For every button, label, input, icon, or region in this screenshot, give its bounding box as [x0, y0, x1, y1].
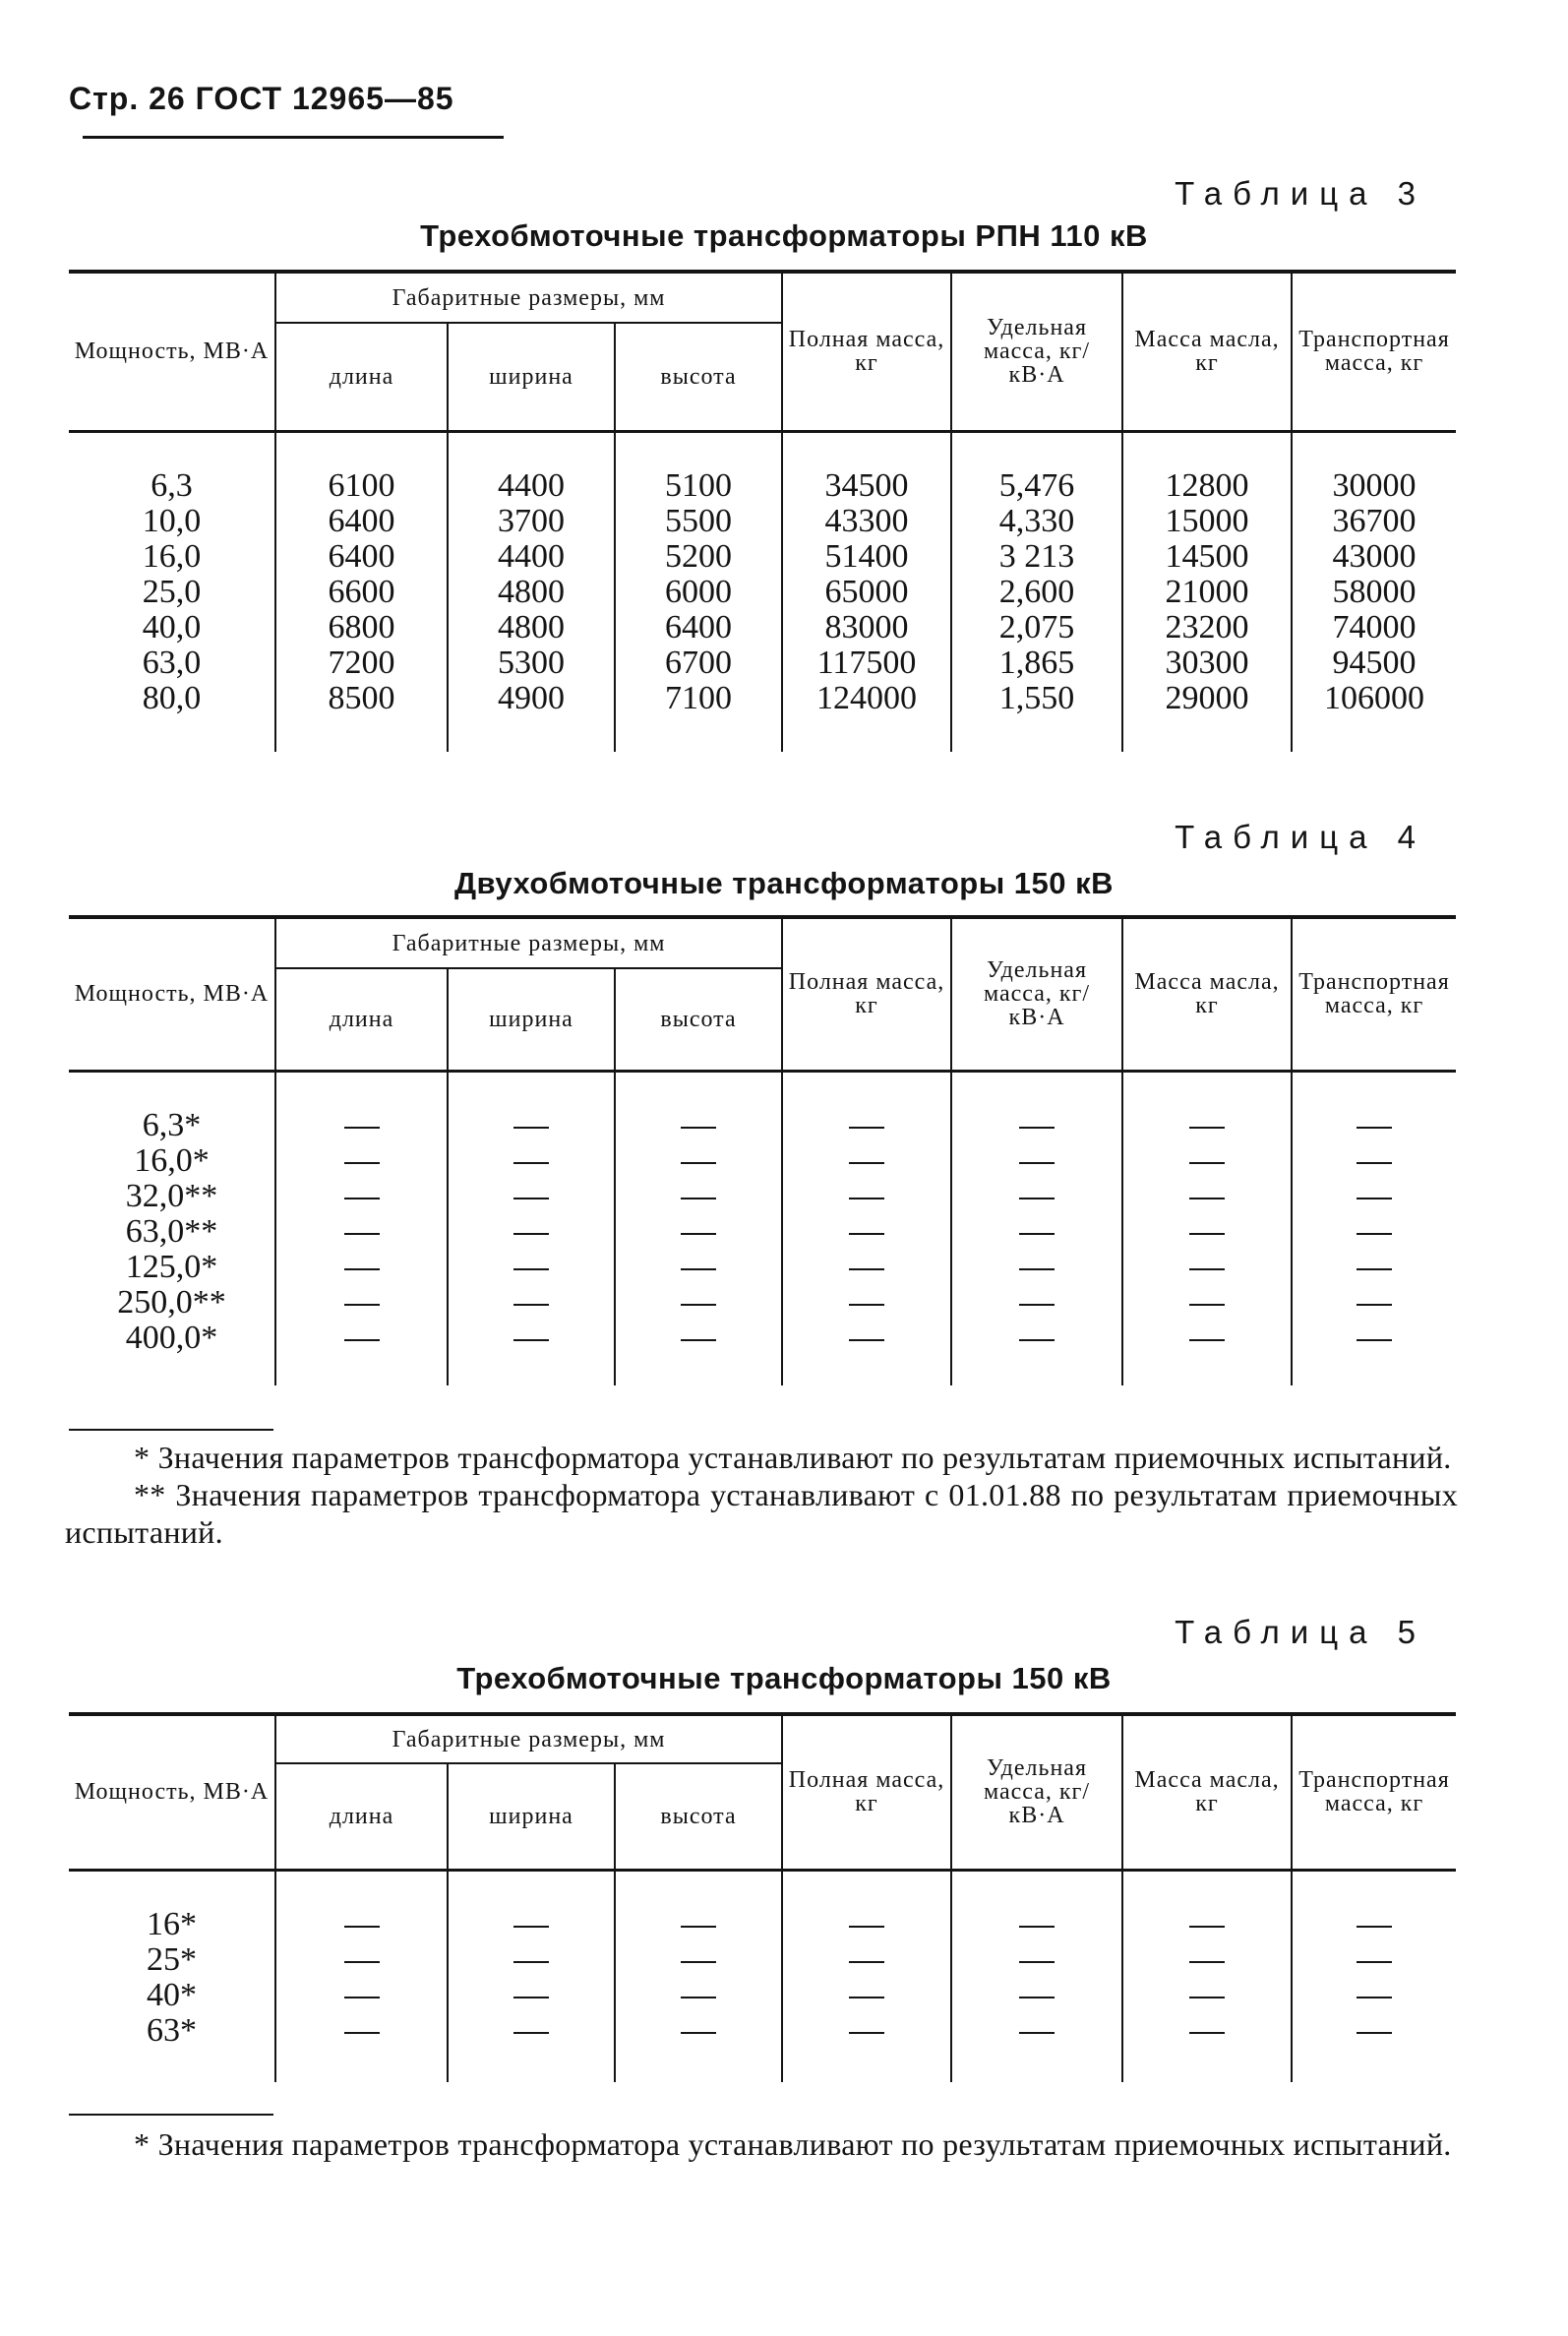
dash-cell	[449, 1250, 614, 1285]
dash-cell	[1293, 1250, 1456, 1285]
table-cell: 16,0	[142, 537, 202, 575]
dash-cell	[1293, 1179, 1456, 1214]
table-cell: 6,3*	[142, 1106, 202, 1143]
table-cell: 6700	[665, 644, 733, 681]
col-length-header: длина	[275, 968, 448, 1071]
dash-cell	[276, 1214, 447, 1250]
dash-cell	[952, 1321, 1121, 1356]
table-cell: 43000	[1332, 537, 1417, 575]
table-cell: 34500	[824, 466, 909, 504]
dash-cell	[616, 1942, 781, 1978]
dash-cell	[616, 1321, 781, 1356]
dash-cell	[276, 1143, 447, 1179]
table-cell: 63,0**	[125, 1212, 218, 1250]
table-cell: 7100	[665, 679, 733, 716]
dash-cell	[783, 1250, 950, 1285]
dash-cell	[1123, 1285, 1291, 1321]
col-transport-mass-header: Транспортная масса, кг	[1292, 1714, 1456, 1870]
table-cell: 16,0*	[134, 1141, 210, 1179]
table-cell: 63,0	[142, 644, 202, 681]
height-column	[615, 1071, 782, 1385]
dash-cell	[783, 1907, 950, 1942]
col-total-mass-header: Полная масса, кг	[782, 917, 951, 1071]
table-cell: 5,476	[998, 466, 1075, 504]
page-header: Стр. 26 ГОСТ 12965—85	[69, 81, 454, 116]
col-length-header: длина	[275, 1763, 448, 1870]
dash-cell	[952, 1108, 1121, 1143]
table-cell: 4,330	[998, 502, 1075, 539]
table-cell: 6400	[328, 537, 395, 575]
dash-cell	[1123, 1907, 1291, 1942]
dash-cell	[616, 1285, 781, 1321]
dash-cell	[1123, 2013, 1291, 2049]
dash-cell	[783, 1942, 950, 1978]
table-cell: 63*	[147, 2011, 197, 2049]
dash-cell	[1123, 1143, 1291, 1179]
dash-cell	[783, 1143, 950, 1179]
dash-cell	[276, 1978, 447, 2013]
specific-mass-column	[951, 1870, 1122, 2082]
table-cell: 2,600	[998, 573, 1075, 610]
length-column	[275, 431, 448, 752]
table-cell: 106000	[1324, 679, 1425, 716]
dash-cell	[616, 1907, 781, 1942]
height-column	[615, 1870, 782, 2082]
dash-cell	[952, 1942, 1121, 1978]
table-cell: 6400	[665, 608, 733, 645]
dash-cell	[1293, 1214, 1456, 1250]
dash-cell	[449, 1214, 614, 1250]
col-total-mass-header: Полная масса, кг	[782, 1714, 951, 1870]
table-cell: 40,0	[142, 608, 202, 645]
col-power-header: Мощность, МВ·А	[69, 272, 275, 431]
table-cell: 5100	[665, 466, 733, 504]
table-cell: 1,865	[998, 644, 1075, 681]
transport-mass-column	[1292, 1870, 1456, 2082]
table-cell: 4900	[498, 679, 565, 716]
dash-cell	[449, 1907, 614, 1942]
table-4-title: Двухобмоточные трансформаторы 150 кВ	[453, 866, 1115, 900]
dash-cell	[783, 1179, 950, 1214]
table-4-footnotes	[65, 1439, 1458, 1551]
table-cell: 6100	[328, 466, 395, 504]
width-column	[448, 431, 615, 752]
table-cell: 6000	[665, 573, 733, 610]
table-cell: 83000	[824, 608, 909, 645]
dash-cell	[1293, 1143, 1456, 1179]
dash-cell	[1293, 1321, 1456, 1356]
col-power-header: Мощность, МВ·А	[69, 917, 275, 1071]
col-oil-mass-header: Масса масла, кг	[1122, 917, 1292, 1071]
table-5	[69, 1712, 1456, 2082]
oil-mass-column	[1122, 431, 1292, 752]
table-cell: 58000	[1332, 573, 1417, 610]
total-mass-column	[782, 431, 951, 752]
table-cell: 25*	[147, 1940, 197, 1978]
specific-mass-column	[951, 431, 1122, 752]
table-cell: 12800	[1165, 466, 1249, 504]
dash-cell	[616, 1179, 781, 1214]
col-specific-mass-header: Удельная масса, кг/кВ·А	[951, 1714, 1122, 1870]
dash-cell	[276, 1285, 447, 1321]
col-transport-mass-header: Транспортная масса, кг	[1292, 917, 1456, 1071]
table-cell: 30000	[1332, 466, 1417, 504]
table-cell: 6400	[328, 502, 395, 539]
transport-mass-column	[1292, 431, 1456, 752]
height-column	[615, 431, 782, 752]
dash-cell	[1123, 1978, 1291, 2013]
col-width-header: ширина	[448, 323, 615, 431]
table-5-number: Таблица 5	[1175, 1614, 1426, 1650]
table-4-number: Таблица 4	[1175, 819, 1426, 855]
table-cell: 80,0	[142, 679, 202, 716]
footnote-1: * Значения параметров трансформатора устанавливают по результатам приемочных испытаний.	[134, 2126, 1452, 2162]
col-height-header: высота	[615, 1763, 782, 1870]
dash-cell	[1293, 1907, 1456, 1942]
oil-mass-column	[1122, 1071, 1292, 1385]
total-mass-column	[782, 1071, 951, 1385]
table-5-title: Трехобмоточные трансформаторы 150 кВ	[456, 1661, 1112, 1695]
col-specific-mass-header: Удельная масса, кг/кВ·А	[951, 272, 1122, 431]
dash-cell	[952, 1179, 1121, 1214]
dash-cell	[616, 1978, 781, 2013]
col-dimensions-header: Габаритные размеры, мм	[275, 272, 782, 323]
dash-cell	[783, 1321, 950, 1356]
col-width-header: ширина	[448, 1763, 615, 1870]
table-cell: 21000	[1165, 573, 1249, 610]
table-cell: 23200	[1165, 608, 1249, 645]
dash-cell	[952, 1285, 1121, 1321]
dash-cell	[783, 2013, 950, 2049]
footnote-rule	[69, 2114, 273, 2116]
dash-cell	[952, 1978, 1121, 2013]
table-cell: 74000	[1332, 608, 1417, 645]
dash-cell	[276, 1108, 447, 1143]
dash-cell	[449, 1942, 614, 1978]
dash-cell	[276, 1179, 447, 1214]
col-oil-mass-header: Масса масла, кг	[1122, 1714, 1292, 1870]
table-3-title: Трехобмоточные трансформаторы РПН 110 кВ	[420, 218, 1148, 253]
dash-cell	[952, 1250, 1121, 1285]
total-mass-column	[782, 1870, 951, 2082]
table-cell: 1,550	[998, 679, 1075, 716]
dash-cell	[449, 2013, 614, 2049]
dash-cell	[1293, 1942, 1456, 1978]
dash-cell	[783, 1978, 950, 2013]
header-underline	[83, 136, 504, 139]
table-cell: 6600	[328, 573, 395, 610]
dash-cell	[952, 1143, 1121, 1179]
table-cell: 6,3	[151, 466, 193, 504]
dash-cell	[1123, 1179, 1291, 1214]
dash-cell	[276, 1250, 447, 1285]
transport-mass-column	[1292, 1071, 1456, 1385]
footnote-rule	[69, 1429, 273, 1431]
col-specific-mass-header: Удельная масса, кг/кВ·А	[951, 917, 1122, 1071]
col-dimensions-header: Габаритные размеры, мм	[275, 917, 782, 968]
dash-cell	[783, 1285, 950, 1321]
table-cell: 5200	[665, 537, 733, 575]
specific-mass-column	[951, 1071, 1122, 1385]
col-length-header: длина	[275, 323, 448, 431]
dash-cell	[616, 1108, 781, 1143]
col-width-header: ширина	[448, 968, 615, 1071]
table-cell: 124000	[816, 679, 918, 716]
power-column	[69, 431, 275, 752]
table-cell: 40*	[147, 1976, 197, 2013]
dash-cell	[1123, 1942, 1291, 1978]
dash-cell	[449, 1143, 614, 1179]
power-column	[69, 1071, 275, 1385]
table-cell: 4400	[498, 537, 565, 575]
dash-cell	[276, 1942, 447, 1978]
col-dimensions-header: Габаритные размеры, мм	[275, 1714, 782, 1763]
table-cell: 43300	[824, 502, 909, 539]
dash-cell	[616, 1214, 781, 1250]
table-cell: 4400	[498, 466, 565, 504]
table-cell: 3700	[498, 502, 565, 539]
table-4	[69, 915, 1456, 1385]
table-cell: 5300	[498, 644, 565, 681]
table-cell: 10,0	[142, 502, 202, 539]
table-cell: 14500	[1165, 537, 1249, 575]
table-5-footnotes	[65, 2125, 1458, 2163]
table-3-number: Таблица 3	[1175, 175, 1426, 212]
table-cell: 25,0	[142, 573, 202, 610]
table-cell: 125,0*	[125, 1248, 218, 1285]
table-cell: 4800	[498, 608, 565, 645]
dash-cell	[1293, 1978, 1456, 2013]
col-oil-mass-header: Масса масла, кг	[1122, 272, 1292, 431]
oil-mass-column	[1122, 1870, 1292, 2082]
table-cell: 5500	[665, 502, 733, 539]
col-height-header: высота	[615, 968, 782, 1071]
dash-cell	[449, 1978, 614, 2013]
col-height-header: высота	[615, 323, 782, 431]
table-cell: 29000	[1165, 679, 1249, 716]
table-cell: 15000	[1165, 502, 1249, 539]
dash-cell	[276, 1907, 447, 1942]
footnote-2: ** Значения параметров трансформатора устанавливают с 01.01.88 по результатам приемочных испытаний.	[65, 1477, 1458, 1550]
dash-cell	[1123, 1108, 1291, 1143]
col-power-header: Мощность, МВ·А	[69, 1714, 275, 1870]
dash-cell	[1293, 1108, 1456, 1143]
dash-cell	[616, 1143, 781, 1179]
dash-cell	[276, 1321, 447, 1356]
table-cell: 16*	[147, 1905, 197, 1942]
dash-cell	[449, 1321, 614, 1356]
table-3	[69, 270, 1456, 752]
table-cell: 4800	[498, 573, 565, 610]
width-column	[448, 1071, 615, 1385]
dash-cell	[616, 1250, 781, 1285]
col-total-mass-header: Полная масса, кг	[782, 272, 951, 431]
dash-cell	[1123, 1214, 1291, 1250]
dash-cell	[952, 1907, 1121, 1942]
table-cell: 36700	[1332, 502, 1417, 539]
dash-cell	[1123, 1250, 1291, 1285]
col-transport-mass-header: Транспортная масса, кг	[1292, 272, 1456, 431]
dash-cell	[783, 1108, 950, 1143]
dash-cell	[449, 1108, 614, 1143]
table-cell: 6800	[328, 608, 395, 645]
dash-cell	[616, 2013, 781, 2049]
table-cell: 65000	[824, 573, 909, 610]
table-cell: 400,0*	[125, 1319, 218, 1356]
dash-cell	[449, 1285, 614, 1321]
dash-cell	[952, 1214, 1121, 1250]
length-column	[275, 1071, 448, 1385]
dash-cell	[449, 1179, 614, 1214]
footnote-1: * Значения параметров трансформатора устанавливают по результатам приемочных испытаний.	[134, 1440, 1452, 1475]
width-column	[448, 1870, 615, 2082]
dash-cell	[1293, 2013, 1456, 2049]
table-cell: 3 213	[998, 537, 1075, 575]
dash-cell	[783, 1214, 950, 1250]
dash-cell	[276, 2013, 447, 2049]
dash-cell	[1123, 1321, 1291, 1356]
power-column	[69, 1870, 275, 2082]
dash-cell	[1293, 1285, 1456, 1321]
table-cell: 32,0**	[125, 1177, 218, 1214]
table-cell: 2,075	[998, 608, 1075, 645]
table-cell: 30300	[1165, 644, 1249, 681]
dash-cell	[952, 2013, 1121, 2049]
table-cell: 250,0**	[117, 1283, 226, 1321]
table-cell: 51400	[824, 537, 909, 575]
table-cell: 7200	[328, 644, 395, 681]
table-cell: 8500	[328, 679, 395, 716]
length-column	[275, 1870, 448, 2082]
table-cell: 94500	[1332, 644, 1417, 681]
table-cell: 117500	[816, 644, 917, 681]
